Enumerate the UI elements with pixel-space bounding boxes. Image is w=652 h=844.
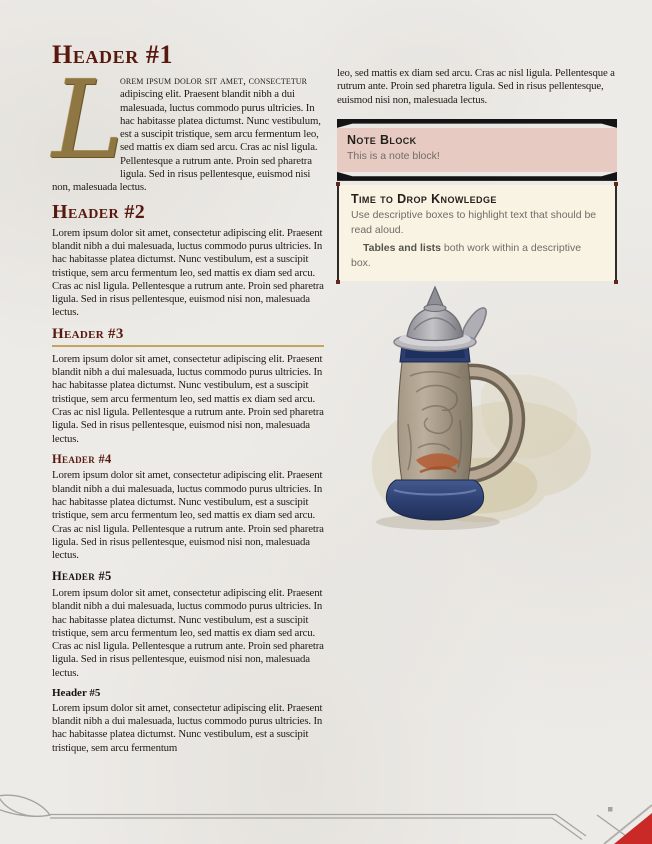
heading-2: Header #2 — [52, 200, 146, 223]
paragraph: Lorem ipsum dolor sit amet, consectetur adipiscing elit. Praesent blandit nibh a dui malesuada, luctus commodo purus ultricies. In hac habitasse platea dictumst. Nunc vestibulum, est a suscipit tristique, sem arcu fermentum leo, sed mattis ex diam sed arcu. Cras ac nisl ligula. Pellentesque a rutrum ante. Proin sed pharetra ligula. Sed in risus pellentesque, euismod nisi non, malesuada lectus. — [52, 469, 324, 562]
footer-leaf-flourish — [0, 795, 50, 816]
right-column — [337, 67, 617, 281]
note-text: This is a note block! — [347, 149, 440, 162]
corner-dot — [614, 280, 618, 284]
descriptive-box-bold: Tables and lists — [363, 241, 441, 254]
note-block — [337, 119, 617, 181]
beer-stein-illustration — [360, 284, 610, 550]
note-title: Note Block — [347, 132, 417, 147]
corner-dot — [336, 280, 340, 284]
lead-paragraph — [52, 58, 324, 195]
left-column — [52, 42, 324, 755]
descriptive-box-title: Time to Drop Knowledge — [351, 191, 497, 206]
descriptive-box — [337, 185, 617, 281]
corner-dot — [614, 182, 618, 186]
descriptive-box-line2 — [351, 241, 603, 271]
stein-lid — [407, 307, 463, 341]
note-top-border-ornament — [337, 119, 617, 128]
paragraph: Lorem ipsum dolor sit amet, consectetur adipiscing elit. Praesent blandit nibh a dui malesuada, luctus commodo purus ultricies. In hac habitasse platea dictumst. Nunc vestibulum, est a suscipit tristique, sem arcu fermentum leo, sed mattis ex diam sed arcu. Cras ac nisl ligula. Pellentesque a rutrum ante. Proin sed pharetra ligula. Sed in risus pellentesque, euismod nisi non, malesuada lectus. — [52, 352, 324, 445]
paragraph: Lorem ipsum dolor sit amet, consectetur adipiscing elit. Praesent blandit nibh a dui malesuada, luctus commodo purus ultricies. In hac habitasse platea dictumst. Nunc vestibulum, est a suscipit tristique, sem arcu fermentum leo, sed mattis ex diam sed arcu. Cras ac nisl ligula. Pellentesque a rutrum ante. Proin sed pharetra ligula. Sed in risus pellentesque, euismod nisi non, malesuada lectus. — [52, 226, 324, 319]
lead-small-caps: orem ipsum dolor sit amet, consectetur — [120, 75, 308, 87]
paragraph: Lorem ipsum dolor sit amet, consectetur adipiscing elit. Praesent blandit nibh a dui malesuada, luctus commodo purus ultricies. In hac habitasse platea dictumst. Nunc vestibulum, est a suscipit tristique, sem arcu fermentum leo, sed mattis ex diam sed arcu. Cras ac nisl ligula. Pellentesque a rutrum ante. Proin sed pharetra ligula. Sed in risus pellentesque, euismod nisi non, malesuada lectus. — [52, 586, 324, 679]
heading-4: Header #4 — [52, 451, 112, 466]
footer-red-triangle — [614, 813, 652, 844]
paragraph-truncated: Lorem ipsum dolor sit amet, consectetur adipiscing elit. Praesent blandit nibh a dui malesuada, luctus commodo purus ultricies. In hac habitasse platea dictumst. Nunc vestibulum, est a suscipit tristique, sem arcu fermentum — [52, 701, 323, 754]
lead-paragraph-text: adipiscing elit. Praesent blandit nibh a dui malesuada, luctus commodo purus ultricies. In hac habitasse platea dictumst. Nunc vestibulum, est a suscipit tristique, sem arcu fermentum leo, sed mattis ex diam sed arcu. Cras ac nisl ligula. Pellentesque a rutrum ante. Proin sed pharetra ligula. Sed in risus pellentesque, euismod nisi non, malesuada lectus. — [52, 88, 321, 194]
heading-6-bold: Header #5 — [52, 686, 101, 699]
descriptive-box-line1: Use descriptive boxes to highlight text that should be read aloud. — [351, 208, 597, 236]
corner-dot — [336, 182, 340, 186]
stein-base — [386, 480, 483, 520]
heading-1: Header #1 — [52, 40, 174, 69]
footer-ornament — [0, 788, 652, 844]
note-bottom-border-ornament — [337, 172, 617, 181]
heading-3: Header #3 — [52, 327, 324, 347]
note-body — [337, 128, 617, 172]
drop-cap-letter: L — [52, 58, 124, 183]
continuation-paragraph: leo, sed mattis ex diam sed arcu. Cras ac nisl ligula. Pellentesque a rutrum ante. Proin sed pharetra ligula. Sed in risus pellentesque, euismod nisi non, malesuada lectus. — [337, 67, 615, 106]
descriptive-box-line2-rest: both work within a descriptive box. — [351, 241, 582, 269]
heading-5: Header #5 — [52, 569, 112, 584]
